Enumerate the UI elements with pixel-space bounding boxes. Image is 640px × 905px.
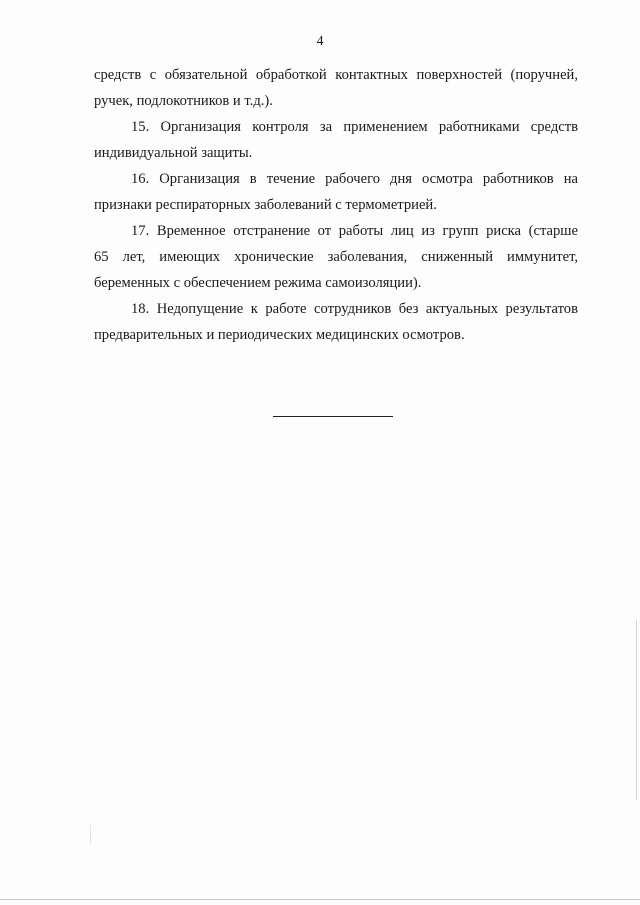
paragraph-line: средств с обязательной обработкой контактных поверхностей (поручней, (94, 67, 578, 83)
paragraph-item-18 (94, 296, 578, 348)
paragraph-line: предварительных и периодических медицинских осмотров. (94, 327, 465, 343)
paragraph-item-16 (94, 166, 578, 218)
paragraph-line: 15. Организация контроля за применением работниками средств (131, 119, 578, 135)
paragraph-line: беременных с обеспечением режима самоизоляции). (94, 275, 422, 291)
paragraph-line: 65 лет, имеющих хронические заболевания, сниженный иммунитет, (94, 249, 578, 265)
page-number: 4 (316, 34, 324, 49)
paragraph-continuation (94, 62, 578, 114)
scan-edge-mark (636, 620, 637, 800)
paragraph-line: 18. Недопущение к работе сотрудников без актуальных результатов (131, 301, 578, 317)
paragraph-line: 16. Организация в течение рабочего дня осмотра работников на (131, 171, 578, 187)
scan-edge-mark (0, 899, 640, 900)
paragraph-item-15 (94, 114, 578, 166)
paragraph-line: индивидуальной защиты. (94, 145, 253, 161)
paragraph-line: 17. Временное отстранение от работы лиц из групп риска (старше (131, 223, 578, 239)
paragraph-line: ручек, подлокотников и т.д.). (94, 93, 273, 109)
scan-edge-mark (90, 825, 91, 845)
end-separator-line (273, 416, 393, 417)
paragraph-item-17 (94, 218, 578, 296)
paragraph-line: признаки респираторных заболеваний с термометрией. (94, 197, 437, 213)
